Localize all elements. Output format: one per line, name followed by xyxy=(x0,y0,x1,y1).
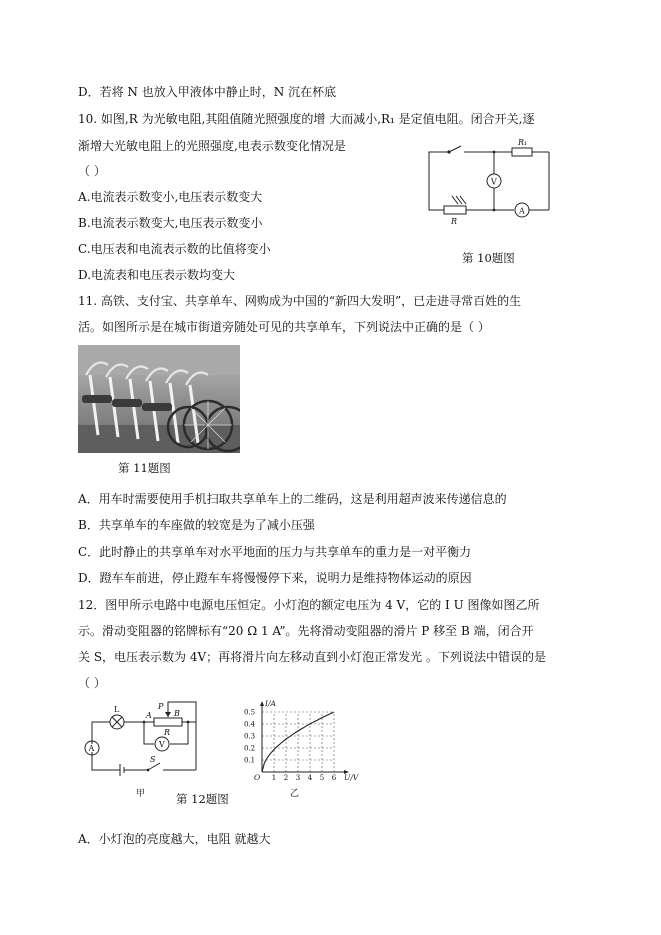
q10-r1-label: R₁ xyxy=(518,138,528,147)
q10-option-d: D.电流表和电压表示数均变大 xyxy=(78,268,236,282)
q12-figure-caption: 第 12题图 xyxy=(176,792,229,806)
q12-switch-label: S xyxy=(150,755,156,764)
slider-arrow-icon xyxy=(165,712,171,717)
q12-end-a-label: A xyxy=(146,711,152,720)
graph-ytick-label: 0.1 xyxy=(244,756,256,765)
q12-option-a: A．小灯泡的亮度越大，电阻 就越大 xyxy=(78,832,271,846)
q10-voltmeter-label: V xyxy=(491,177,497,187)
q11-figure-caption: 第 11题图 xyxy=(118,461,171,475)
graph-ytick-label: 0.3 xyxy=(244,732,256,741)
graph-xtick-label: 1 xyxy=(271,774,277,782)
graph-xlabel: U/V xyxy=(344,773,359,782)
graph-ytick-label: 0.2 xyxy=(244,744,256,753)
q12-stem-line3: 关 S，电压表示数为 4V；再将滑片向左移动直到小灯泡正常发光 。下列说法中错误的是 xyxy=(78,650,546,664)
q11-stem-line2: 活。如图所示是在城市街道旁随处可见的共享单车，下列说法中正确的是（ ） xyxy=(78,320,490,334)
q10-figure-caption: 第 10题图 xyxy=(462,251,515,265)
graph-xtick-label: 6 xyxy=(331,774,337,782)
q12-stem-line2: 示。滑动变阻器的铭牌标有“20 Ω 1 A”。先将滑动变阻器的滑片 P 移至 B 端，闭合开 xyxy=(78,624,534,638)
graph-origin: O xyxy=(254,773,261,782)
shared-bicycles-photo xyxy=(78,345,240,453)
graph-xtick-label: 5 xyxy=(319,774,325,782)
q10-option-b: B.电流表示数变大,电压表示数变小 xyxy=(78,216,263,230)
q10-option-c: C.电压表和电流表示数的比值将变小 xyxy=(78,242,271,256)
q11-option-b: B．共享单车的车座做的较宽是为了减小压强 xyxy=(78,518,315,532)
q12-ammeter-label: A xyxy=(88,744,95,753)
q11-option-a: A．用车时需要使用手机扫取共享单车上的二维码，这是利用超声波来传递信息的 xyxy=(78,492,507,506)
graph-xtick-label: 2 xyxy=(283,774,289,782)
q12-iu-graph xyxy=(242,700,362,800)
q10-stem-line1: 10. 如图,R 为光敏电阻,其阻值随光照强度的增 大而减小,R₁ 是定值电阻。闭合开关,逐 xyxy=(78,112,535,126)
q12-figure-jia-label: 甲 xyxy=(136,789,146,799)
graph-xtick-label: 4 xyxy=(307,774,313,782)
lamp-icon xyxy=(110,715,124,729)
q12-end-b-label: B xyxy=(174,709,180,718)
q12-slider-label: P xyxy=(158,702,164,711)
graph-ytick-label: 0.5 xyxy=(244,708,256,717)
q10-answer-blank: （ ） xyxy=(78,164,106,178)
q9-option-d: D．若将 N 也放入甲液体中静止时，N 沉在杯底 xyxy=(78,85,337,99)
switch-contact-icon xyxy=(447,150,450,153)
q10-ammeter-label: A xyxy=(519,206,525,216)
q12-lamp-label: L xyxy=(114,705,120,714)
q12-circuit-diagram xyxy=(78,700,208,800)
q10-option-a: A.电流表示数变小,电压表示数变大 xyxy=(78,190,263,204)
q12-answer-blank: （ ） xyxy=(78,676,106,690)
graph-ylabel: I/A xyxy=(265,699,276,708)
q11-option-d: D．蹬车车前进，停止蹬车车将慢慢停下来，说明力是维持物体运动的原因 xyxy=(78,571,472,585)
q12-stem-line1: 12．图甲所示电路中电源电压恒定。小灯泡的额定电压为 4 V，它的 I U 图像如图乙所 xyxy=(78,598,540,612)
graph-ytick-label: 0.4 xyxy=(244,720,256,729)
q12-figure-yi-label: 乙 xyxy=(290,789,300,799)
q10-stem-line2: 渐增大光敏电阻上的光照强度,电表示数变化情况是 xyxy=(78,139,346,153)
q12-rheostat-label: R xyxy=(164,728,171,737)
graph-xtick-label: 3 xyxy=(295,774,301,782)
q10-r-label: R xyxy=(451,217,458,226)
q11-stem-line1: 11. 高铁、支付宝、共享单车、网购成为中国的“新四大发明”，已走进寻常百姓的生 xyxy=(78,294,522,308)
q12-voltmeter-label: V xyxy=(159,740,165,749)
q10-circuit-diagram xyxy=(424,138,554,226)
q11-option-c: C．此时静止的共享单车对水平地面的压力与共享单车的重力是一对平衡力 xyxy=(78,545,472,559)
